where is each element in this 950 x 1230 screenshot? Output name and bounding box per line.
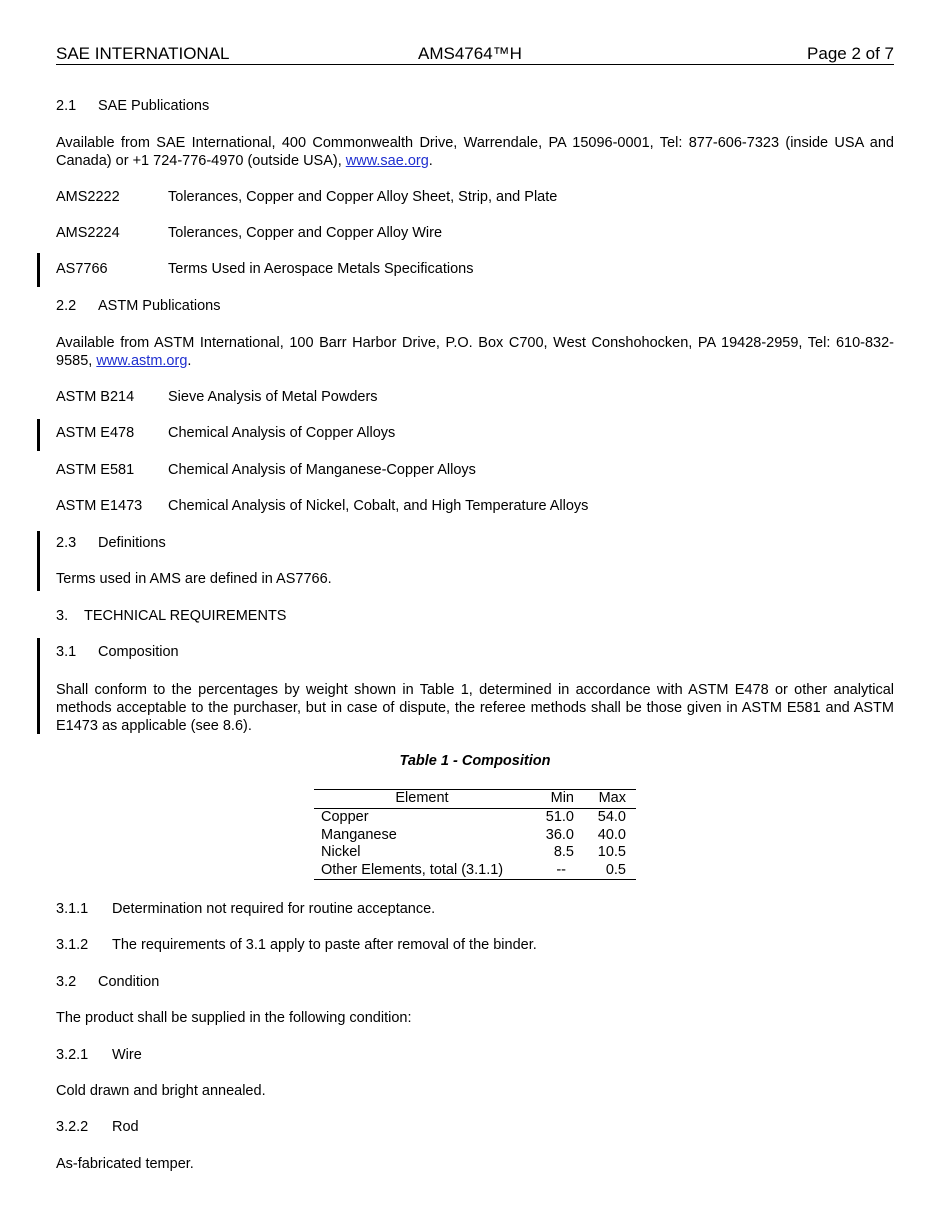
table-cell: Copper	[321, 809, 369, 825]
page-header	[56, 44, 894, 65]
ref-title: Chemical Analysis of Manganese-Copper Alloys	[168, 462, 476, 478]
table-cell: 40.0	[597, 826, 626, 843]
ref-title: Terms Used in Aerospace Metals Specifications	[168, 261, 474, 277]
change-bar	[37, 419, 40, 451]
column-header: Min	[550, 790, 574, 806]
column-header: Element	[395, 790, 449, 806]
composition-table	[314, 789, 636, 880]
section-3-1-2: 3.1.2 The requirements of 3.1 apply to paste after removal of the binder.	[56, 937, 537, 953]
ref-code: AMS2224	[56, 225, 120, 241]
table-title: Table 1 - Composition	[399, 753, 551, 769]
section-heading-3-2: 3.2 Condition	[56, 974, 160, 990]
table-row	[314, 862, 636, 880]
table-row	[314, 809, 636, 827]
astm-availability-paragraph: Available from ASTM International, 100 Barr Harbor Drive, P.O. Box C700, West Conshohocken, PA 19428-2959, Tel: 610-832-9585, www.astm.org.	[56, 335, 894, 369]
section-heading-2-2: 2.2 ASTM Publications	[56, 298, 221, 314]
change-bar	[37, 531, 40, 591]
table-cell: 36.0	[545, 826, 574, 843]
ref-title: Chemical Analysis of Nickel, Cobalt, and High Temperature Alloys	[168, 498, 589, 514]
table-row	[314, 827, 636, 845]
ref-title: Tolerances, Copper and Copper Alloy Wire	[168, 225, 443, 241]
ref-title: Sieve Analysis of Metal Powders	[168, 389, 378, 405]
ref-code: ASTM B214	[56, 389, 135, 405]
ref-code: ASTM E478	[56, 425, 135, 441]
rod-condition-text: As-fabricated temper.	[56, 1156, 194, 1172]
table-cell: Manganese	[321, 826, 397, 843]
astm-link[interactable]: www.astm.org	[96, 353, 188, 369]
table-cell: 54.0	[597, 809, 626, 825]
composition-paragraph: Shall conform to the percentages by weight shown in Table 1, determined in accordance with ASTM E478 or other analytical methods acceptable to the purchaser, but in case of dispute, the referee methods shall be those given in ASTM E581 and ASTM E1473 as applicable (see 8.6).	[56, 682, 894, 734]
ref-code: ASTM E581	[56, 462, 135, 478]
ref-code: AMS2222	[56, 189, 120, 205]
header-doc-number: AMS4764™H	[418, 44, 522, 63]
table-row	[314, 844, 636, 862]
section-heading-3-2-1: 3.2.1 Wire	[56, 1047, 142, 1063]
ref-title: Chemical Analysis of Copper Alloys	[168, 425, 396, 441]
table-cell: 0.5	[605, 861, 626, 878]
table-cell: 10.5	[597, 844, 626, 860]
ref-code: AS7766	[56, 261, 108, 277]
definitions-text: Terms used in AMS are defined in AS7766.	[56, 571, 332, 587]
sae-link[interactable]: www.sae.org	[345, 153, 429, 169]
section-heading-3: 3. TECHNICAL REQUIREMENTS	[56, 608, 287, 624]
ref-title: Tolerances, Copper and Copper Alloy Sheet, Strip, and Plate	[168, 189, 558, 205]
table-cell: 8.5	[553, 844, 574, 860]
header-org: SAE INTERNATIONAL	[56, 44, 230, 63]
section-heading-3-2-2: 3.2.2 Rod	[56, 1119, 139, 1135]
change-bar	[37, 638, 40, 734]
sae-availability-paragraph: Available from SAE International, 400 Commonwealth Drive, Warrendale, PA 15096-0001, Tel: 877-606-7323 (inside USA and Canada) or +1 724-776-4970 (outside USA), www.sae.org.	[56, 135, 894, 169]
column-header: Max	[598, 790, 626, 806]
wire-condition-text: Cold drawn and bright annealed.	[56, 1083, 266, 1099]
table-cell: Nickel	[321, 844, 361, 860]
section-heading-3-1: 3.1 Composition	[56, 644, 179, 660]
table-header-row	[314, 790, 636, 809]
table-cell: 51.0	[545, 809, 574, 825]
header-page-number: Page 2 of 7	[807, 44, 894, 63]
change-bar	[37, 253, 40, 287]
table-cell: --	[556, 861, 566, 878]
section-heading-2-1: 2.1 SAE Publications	[56, 98, 210, 114]
section-3-1-1: 3.1.1 Determination not required for routine acceptance.	[56, 901, 436, 917]
table-cell: Other Elements, total (3.1.1)	[321, 861, 504, 878]
section-heading-2-3: 2.3 Definitions	[56, 535, 166, 551]
ref-code: ASTM E1473	[56, 498, 143, 514]
condition-text: The product shall be supplied in the following condition:	[56, 1010, 412, 1026]
